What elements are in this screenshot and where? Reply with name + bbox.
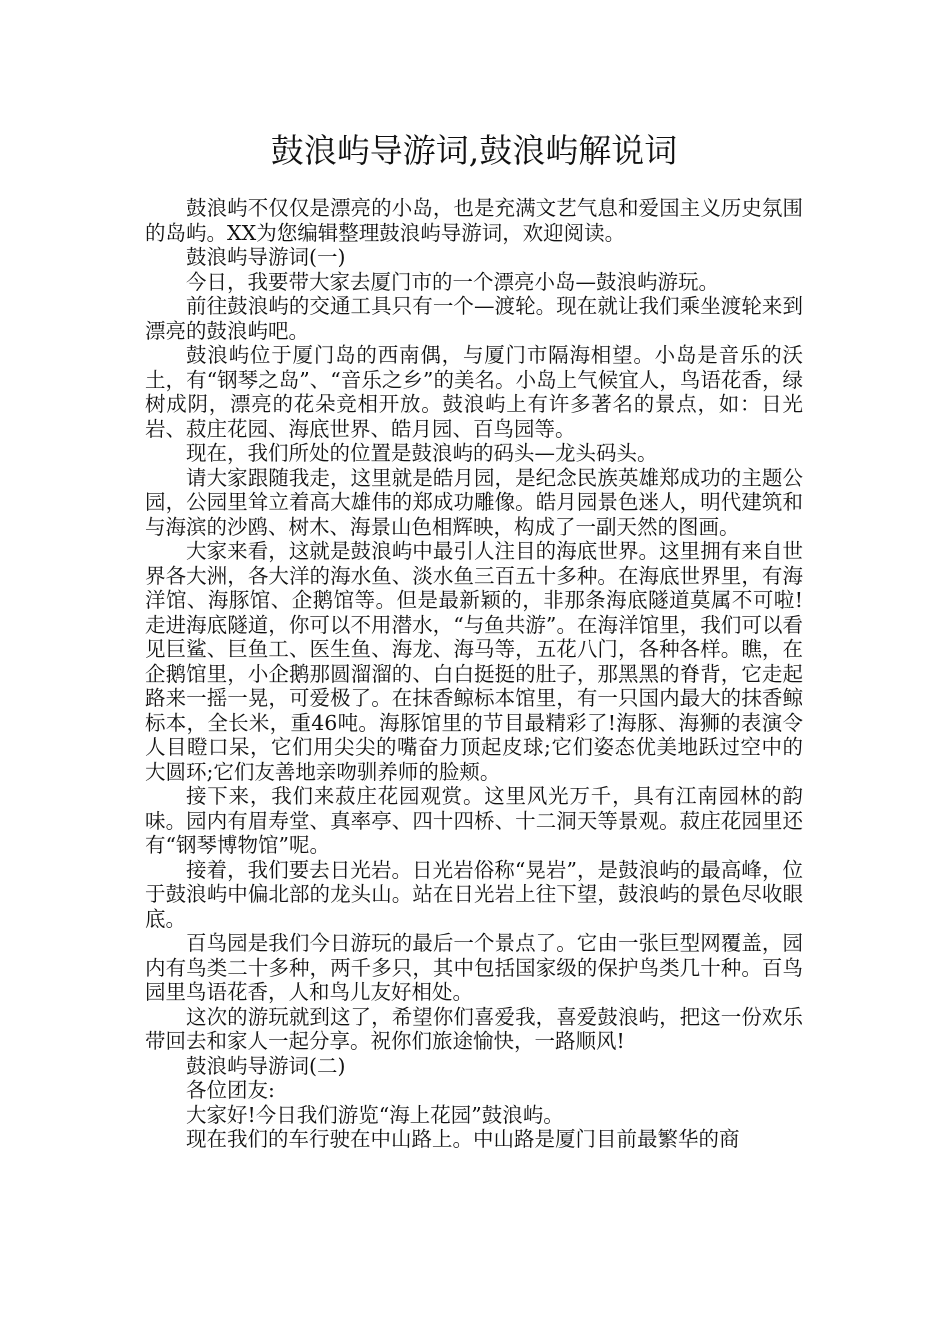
paragraph: 大家好!今日我们游览“海上花园”鼓浪屿。 xyxy=(186,1102,564,1127)
paragraph: 鼓浪屿不仅仅是漂亮的小岛，也是充满文艺气息和爱国主义历史氛围的岛屿。XX为您编辑整理鼓浪屿导游词，欢迎阅读。 xyxy=(145,196,803,245)
paragraph: 各位团友: xyxy=(186,1078,275,1102)
paragraph: 现在，我们所处的位置是鼓浪屿的码头—龙头码头。 xyxy=(186,441,658,465)
document-page xyxy=(145,128,803,1152)
section-heading: 鼓浪屿导游词(二) xyxy=(186,1053,346,1078)
paragraph: 这次的游玩就到这了，希望你们喜爱我，喜爱鼓浪屿，把这一份欢乐带回去和家人一起分享。祝你们旅途愉快，一路顺风! xyxy=(145,1004,803,1053)
section-heading: 鼓浪屿导游词(一) xyxy=(186,245,346,269)
paragraph: 今日，我要带大家去厦门市的一个漂亮小岛—鼓浪屿游玩。 xyxy=(186,269,719,294)
document-title: 鼓浪屿导游词,鼓浪屿解说词 xyxy=(270,131,678,170)
paragraph: 现在我们的车行驶在中山路上。中山路是厦门目前最繁华的商 xyxy=(186,1127,740,1151)
document-body xyxy=(145,196,803,1152)
paragraph: 接着，我们要去日光岩。日光岩俗称“晃岩”，是鼓浪屿的最高峰，位于鼓浪屿中偏北部的龙头山。站在日光岩上往下望，鼓浪屿的景色尽收眼底。 xyxy=(145,857,803,931)
paragraph: 请大家跟随我走，这里就是皓月园，是纪念民族英雄郑成功的主题公园，公园里耸立着高大雄伟的郑成功雕像。皓月园景色迷人，明代建筑和与海滨的沙鸥、树木、海景山色相辉映，构成了一副天然的图画。 xyxy=(145,465,803,539)
paragraph: 大家来看，这就是鼓浪屿中最引人注目的海底世界。这里拥有来自世界各大洲，各大洋的海水鱼、淡水鱼三百五十多种。在海底世界里，有海洋馆、海豚馆、企鹅馆等。但是最新颖的，非那条海底隧道莫属不可啦!走进海底隧道，你可以不用潜水，“与鱼共游”。在海洋馆里，我们可以看见巨鲨、巨鱼工、医生鱼、海龙、海马等，五花八门，各种各样。瞧，在企鹅馆里，小企鹅那圆溜溜的、白白挺挺的肚子，那黑黑的脊背，它走起路来一摇一晃，可爱极了。在抹香鲸标本馆里，有一只国内最大的抹香鲸标本，全长米，重46吨。海豚馆里的节目最精彩了!海豚、海狮的表演令人目瞪口呆，它们用尖尖的嘴奋力顶起皮球;它们姿态优美地跃过空中的大圆环;它们友善地亲吻驯养师的脸颊。 xyxy=(145,539,803,784)
paragraph: 百鸟园是我们今日游玩的最后一个景点了。它由一张巨型网覆盖，园内有鸟类二十多种，两千多只，其中包括国家级的保护鸟类几十种。百鸟园里鸟语花香，人和鸟儿友好相处。 xyxy=(145,931,803,1004)
paragraph: 前往鼓浪屿的交通工具只有一个—渡轮。现在就让我们乘坐渡轮来到漂亮的鼓浪屿吧。 xyxy=(145,294,803,343)
paragraph: 接下来，我们来菽庄花园观赏。这里风光万千，具有江南园林的韵味。园内有眉寿堂、真率亭、四十四桥、十二洞天等景观。菽庄花园里还有“钢琴博物馆”呢。 xyxy=(145,784,803,857)
paragraph: 鼓浪屿位于厦门岛的西南偶，与厦门市隔海相望。小岛是音乐的沃土，有“钢琴之岛”、“音乐之乡”的美名。小岛上气候宜人，鸟语花香，绿树成阴，漂亮的花朵竞相开放。鼓浪屿上有许多著名的景点，如：日光岩、菽庄花园、海底世界、皓月园、百鸟园等。 xyxy=(145,343,803,441)
